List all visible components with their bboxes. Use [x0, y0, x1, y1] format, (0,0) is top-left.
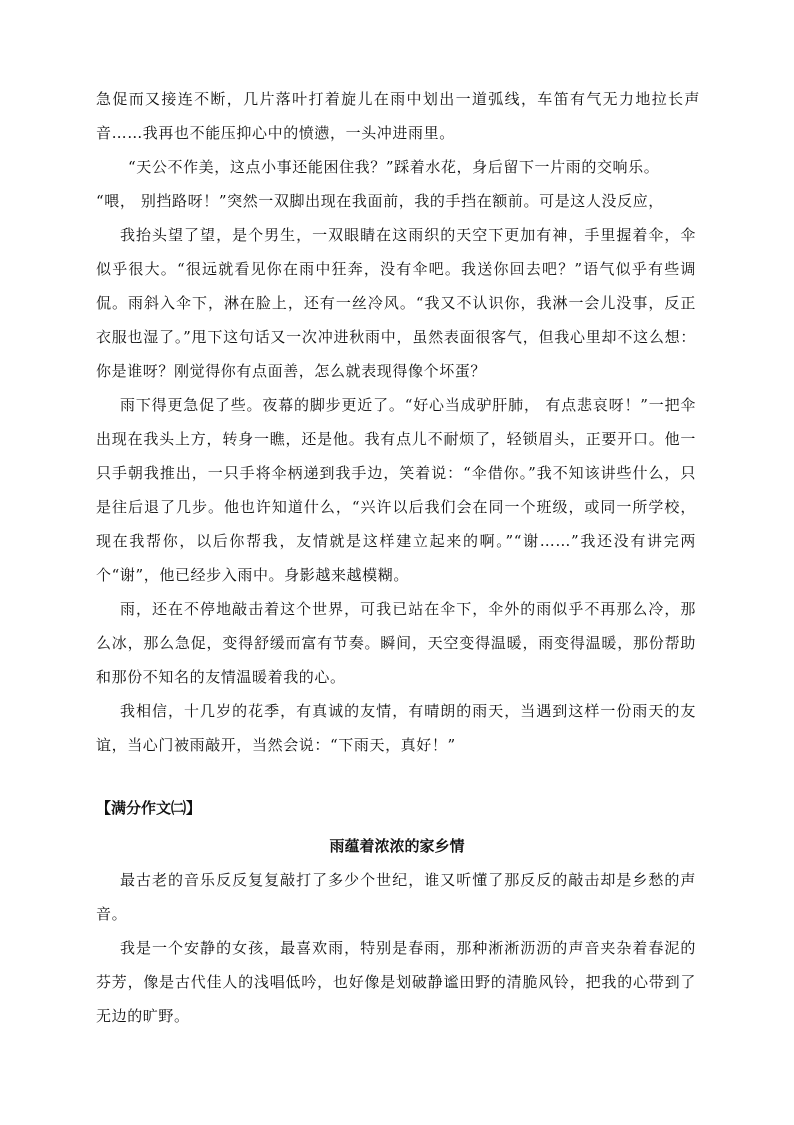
paragraph-ancient-music: 最古老的音乐反反复复敲打了多少个世纪，谁又听懂了那反反的敲击却是乡愁的声音。 — [96, 871, 696, 923]
section-label: 【满分作文㈡】 — [96, 799, 202, 817]
paragraph-conclusion: 我相信，十几岁的花季，有真诚的友情，有晴朗的雨天，当遇到这样一份雨天的友谊，当心门被雨敲开，当然会说：“下雨天，真好！” — [96, 702, 696, 754]
paragraph-heaven-unkind: “天公不作美，这点小事还能困住我？”踩着水花，身后留下一片雨的交响乐。 — [128, 158, 660, 176]
paragraph-boy-with-umbrella: 我抬头望了望，是个男生，一双眼睛在这雨织的天空下更加有神，手里握着伞，伞似乎很大。“很远就看见你在雨中狂奔，没有伞吧。我送你回去吧？”语气似乎有些调侃。雨斜入伞下，淋在脸上，还有一丝冷风。“我又不认识你，我淋一会儿没事，反正衣服也湿了。”甩下这句话又一次冲进秋雨中，虽然表面很客气，但我心里却不这么想：你是谁呀？刚觉得你有点面善，怎么就表现得像个坏蛋？ — [96, 226, 696, 380]
paragraph-quiet-girl: 我是一个安静的女孩，最喜欢雨，特别是春雨，那种淅淅沥沥的声音夹杂着春泥的芬芳，像是古代佳人的浅唱低吟，也好像是划破静谧田野的清脆风铃，把我的心带到了无边的旷野。 — [96, 939, 696, 1025]
paragraph-hey-blocking: “喂， 别挡路呀！”突然一双脚出现在我面前，我的手挡在额前。可是这人没反应， — [96, 192, 664, 210]
paragraph-lend-umbrella: 雨下得更急促了些。夜幕的脚步更近了。“好心当成驴肝肺， 有点悲哀呀！”一把伞出现在我头上方，转身一瞧，还是他。我有点儿不耐烦了，轻锁眉头，正要开口。他一只手朝我推出，一只手将伞柄递到我手边，笑着说：“伞借你。”我不知该讲些什么，只是往后退了几步。他也许知道什么，“兴许以后我们会在同一个班级，或同一所学校，现在我帮你，以后你帮我，友情就是这样建立起来的啊。”“谢……”我还没有讲完两个“谢”，他已经步入雨中。身影越来越模糊。 — [96, 396, 696, 584]
paragraph-rain-rushing: 急促而又接连不断，几片落叶打着旋儿在雨中划出一道弧线，车笛有气无力地拉长声音……我再也不能压抑心中的愤懑，一头冲进雨里。 — [96, 90, 700, 142]
essay-title: 雨蕴着浓浓的家乡情 — [329, 837, 465, 855]
paragraph-rain-warm: 雨，还在不停地敲击着这个世界，可我已站在伞下，伞外的雨似乎不再那么冷，那么冰，那么急促，变得舒缓而富有节奏。瞬间，天空变得温暖，雨变得温暖，那份帮助和那份不知名的友情温暖着我的心。 — [96, 600, 696, 686]
